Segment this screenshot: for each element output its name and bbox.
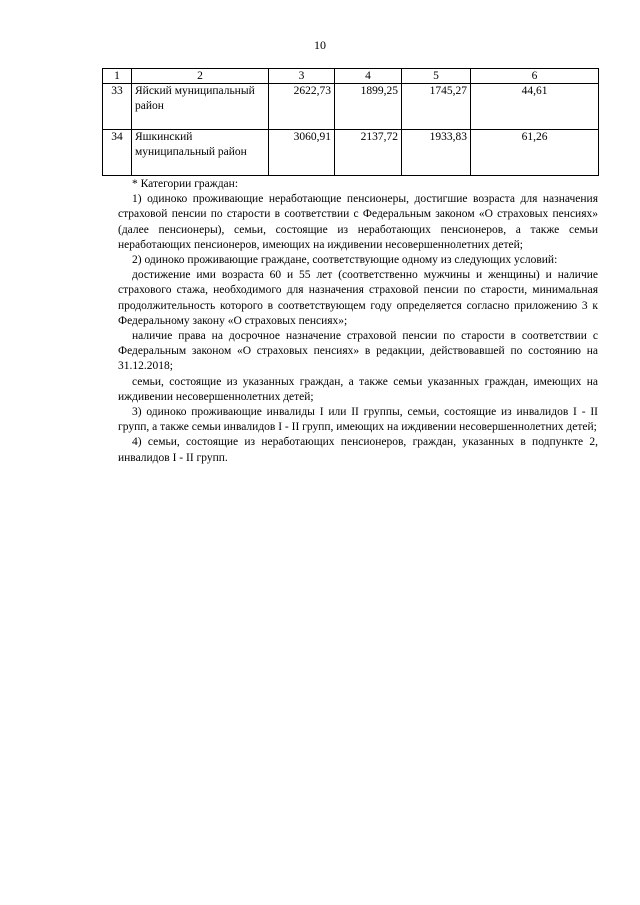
header-cell: 1 bbox=[103, 69, 132, 84]
district-name: Яйский муниципальный район bbox=[132, 84, 269, 130]
notes-title: * Категории граждан: bbox=[132, 178, 239, 190]
value-cell: 3060,91 bbox=[269, 130, 335, 176]
value-cell: 2622,73 bbox=[269, 84, 335, 130]
value-cell: 1899,25 bbox=[335, 84, 402, 130]
value-cell: 44,61 bbox=[471, 84, 599, 130]
header-cell: 2 bbox=[132, 69, 269, 84]
value-cell: 61,26 bbox=[471, 130, 599, 176]
notes-paragraph: 1) одиноко проживающие неработающие пенсионеры, достигшие возраста для назначения страховой пенсии по старости в соответствии с Федеральным законом «О страховых пенсиях» (далее пенсионеры), семьи, состоящие из неработающих пенсионеров, а также семьи неработающих пенсионеров, имеющих на иждивении несовершеннолетних детей; bbox=[118, 193, 598, 251]
notes-paragraph: семьи, состоящие из указанных граждан, а также семьи указанных граждан, имеющих на иждивении несовершеннолетних детей; bbox=[118, 375, 598, 403]
data-table bbox=[102, 68, 599, 176]
row-number: 34 bbox=[103, 130, 132, 176]
table-row bbox=[103, 84, 599, 130]
header-cell: 5 bbox=[402, 69, 471, 84]
header-cell: 6 bbox=[471, 69, 599, 84]
header-cell: 4 bbox=[335, 69, 402, 84]
value-cell: 1933,83 bbox=[402, 130, 471, 176]
page-number: 10 bbox=[314, 38, 326, 52]
notes-section bbox=[118, 177, 598, 466]
table-row bbox=[103, 130, 599, 176]
row-number: 33 bbox=[103, 84, 132, 130]
district-name: Яшкинский муниципальный район bbox=[132, 130, 269, 176]
header-cell: 3 bbox=[269, 69, 335, 84]
table-header-row bbox=[103, 69, 599, 84]
notes-paragraph: наличие права на досрочное назначение страховой пенсии по старости в соответствии с Федеральным законом «О страховых пенсиях» в редакции, действовавшей по состоянию на 31.12.2018; bbox=[118, 330, 598, 373]
value-cell: 1745,27 bbox=[402, 84, 471, 130]
value-cell: 2137,72 bbox=[335, 130, 402, 176]
notes-paragraph: 2) одиноко проживающие граждане, соответствующие одному из следующих условий: bbox=[132, 254, 558, 267]
notes-paragraph: 4) семьи, состоящие из неработающих пенсионеров, граждан, указанных в подпункте 2, инвалидов I - II групп. bbox=[118, 436, 598, 464]
notes-paragraph: достижение ими возраста 60 и 55 лет (соответственно мужчины и женщины) и наличие страхового стажа, необходимого для назначения страховой пенсии по старости, минимальная продолжительность которого в соответствующем году определяется согласно приложению 3 к Федеральному закону «О страховых пенсиях»; bbox=[118, 269, 598, 327]
notes-paragraph: 3) одиноко проживающие инвалиды I или II группы, семьи, состоящие из инвалидов I - II групп, а также семьи инвалидов I - II групп, имеющих на иждивении несовершеннолетних детей; bbox=[118, 406, 598, 434]
